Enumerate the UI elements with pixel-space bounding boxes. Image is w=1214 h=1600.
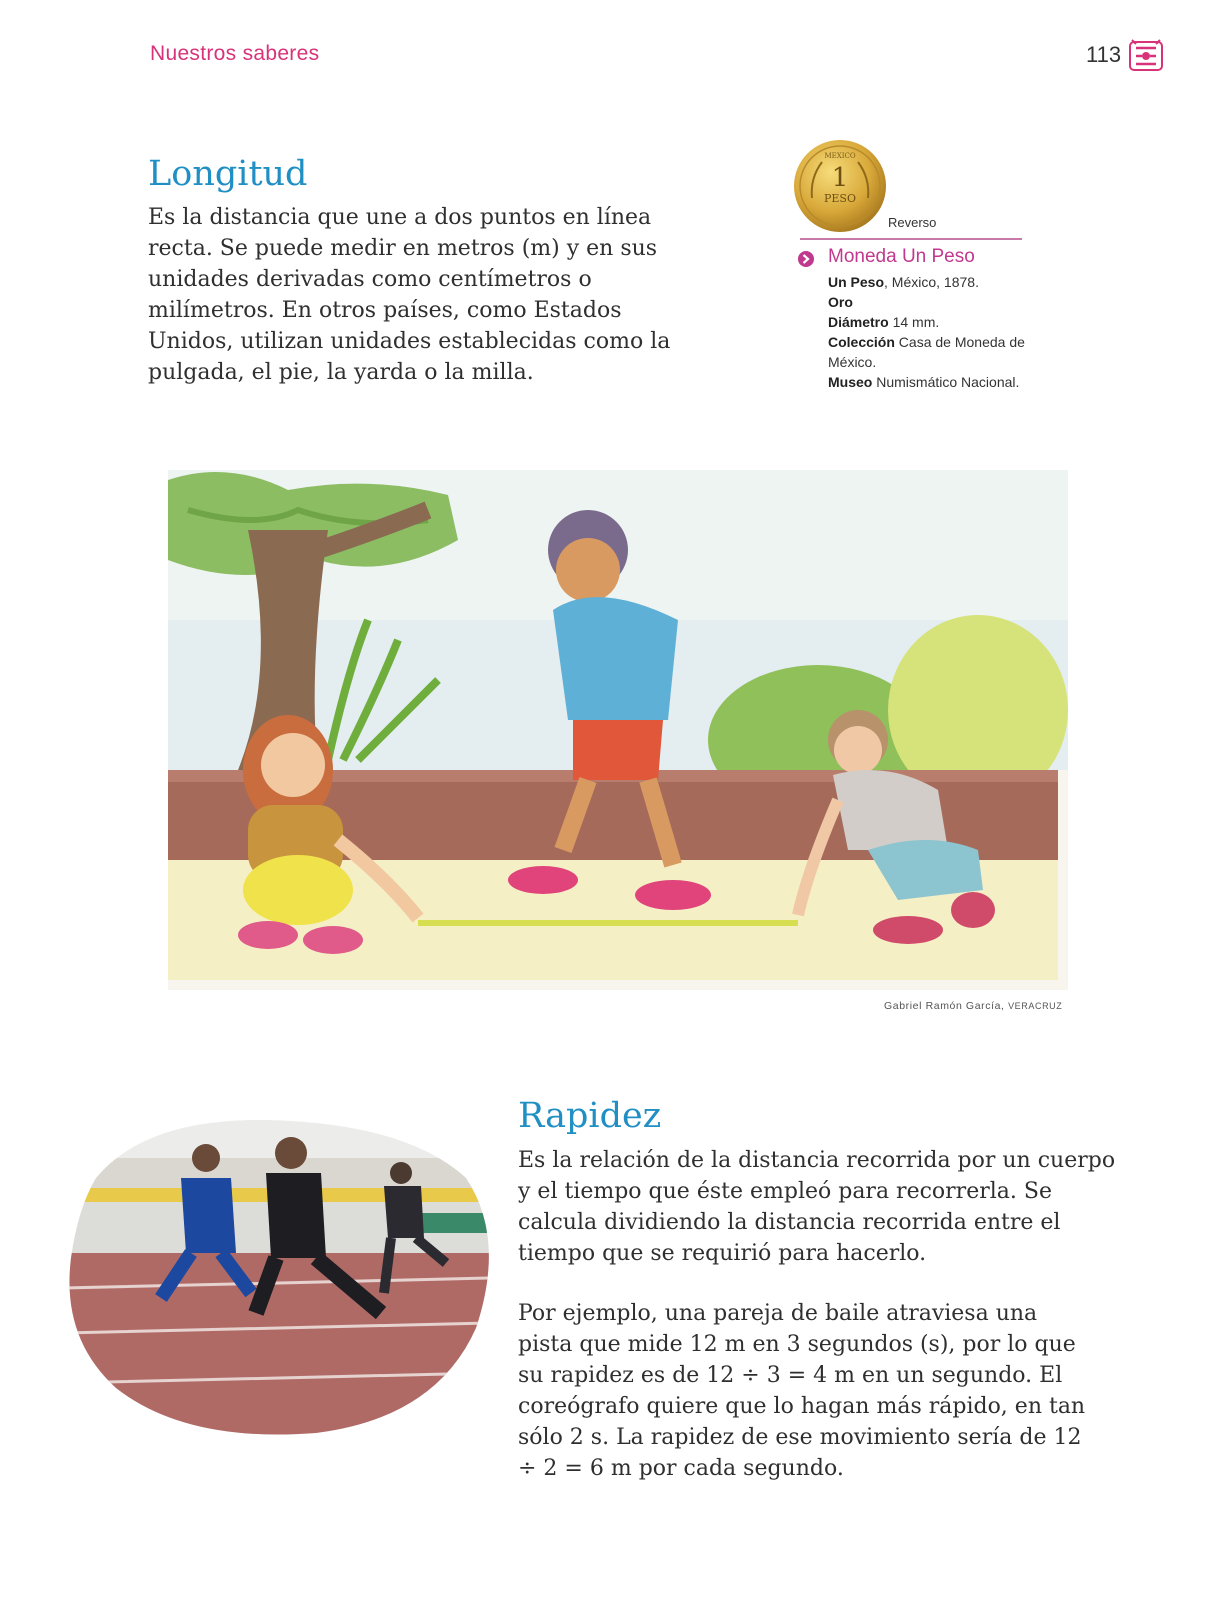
coin-image [792,138,888,234]
rapidez-paragraph-definition: Es la relación de la distancia recorrida por un cuerpo y el tiempo que éste empleó para recorrerla. Se calcula dividiendo la distancia recorrida entre el tiempo que se requirió para hacerlo. [518,1148,1116,1266]
card-line-museum: Museo Numismático Nacional. [828,374,1020,390]
chevron-right-icon [797,250,815,268]
card-details [828,272,1038,392]
longitud-title: Longitud [148,154,308,194]
card-line-collection: Colección Casa de Moneda de México. [828,334,1025,370]
rapidez-paragraph-example: Por ejemplo, una pareja de baile atraviesa una pista que mide 12 m en 3 segundos (s), por lo que su rapidez es de 12 ÷ 3 = 4 m en un segundo. El coreógrafo quiere que lo hagan más rápido, en tan sólo 2 s. La rapidez de ese movimiento sería de 12 ÷ 2 = 6 m por cada segundo. [518,1301,1086,1481]
section-tag: Nuestros saberes [150,42,320,65]
longitud-paragraph: Es la distancia que une a dos puntos en línea recta. Se puede medir en metros (m) y en sus unidades derivadas como centímetros o milímetros. En otros países, como Estados Unidos, utilizan unidades establecidas como la pulgada, el pie, la yarda o la milla. [148,205,671,385]
children-running-photo [66,1118,490,1438]
coin-value: 1 [831,163,849,193]
card-title: Moneda Un Peso [828,246,975,267]
card-line-diameter: Diámetro 14 mm. [828,314,940,330]
card-line-material: Oro [828,294,853,310]
coin-caption: Reverso [888,215,937,230]
page-number: 113 [1086,42,1122,67]
decorative-ornament-icon [1128,38,1164,74]
coin-top-text: MEXICO [824,152,856,160]
card-divider [800,238,1022,240]
children-measuring-illustration [168,470,1068,990]
illustration-credit: Gabriel Ramón García, VERACRUZ [884,1000,1063,1012]
card-line-peso: Un Peso, México, 1878. [828,274,979,290]
coin-word: PESO [824,192,856,205]
rapidez-title: Rapidez [518,1096,662,1136]
